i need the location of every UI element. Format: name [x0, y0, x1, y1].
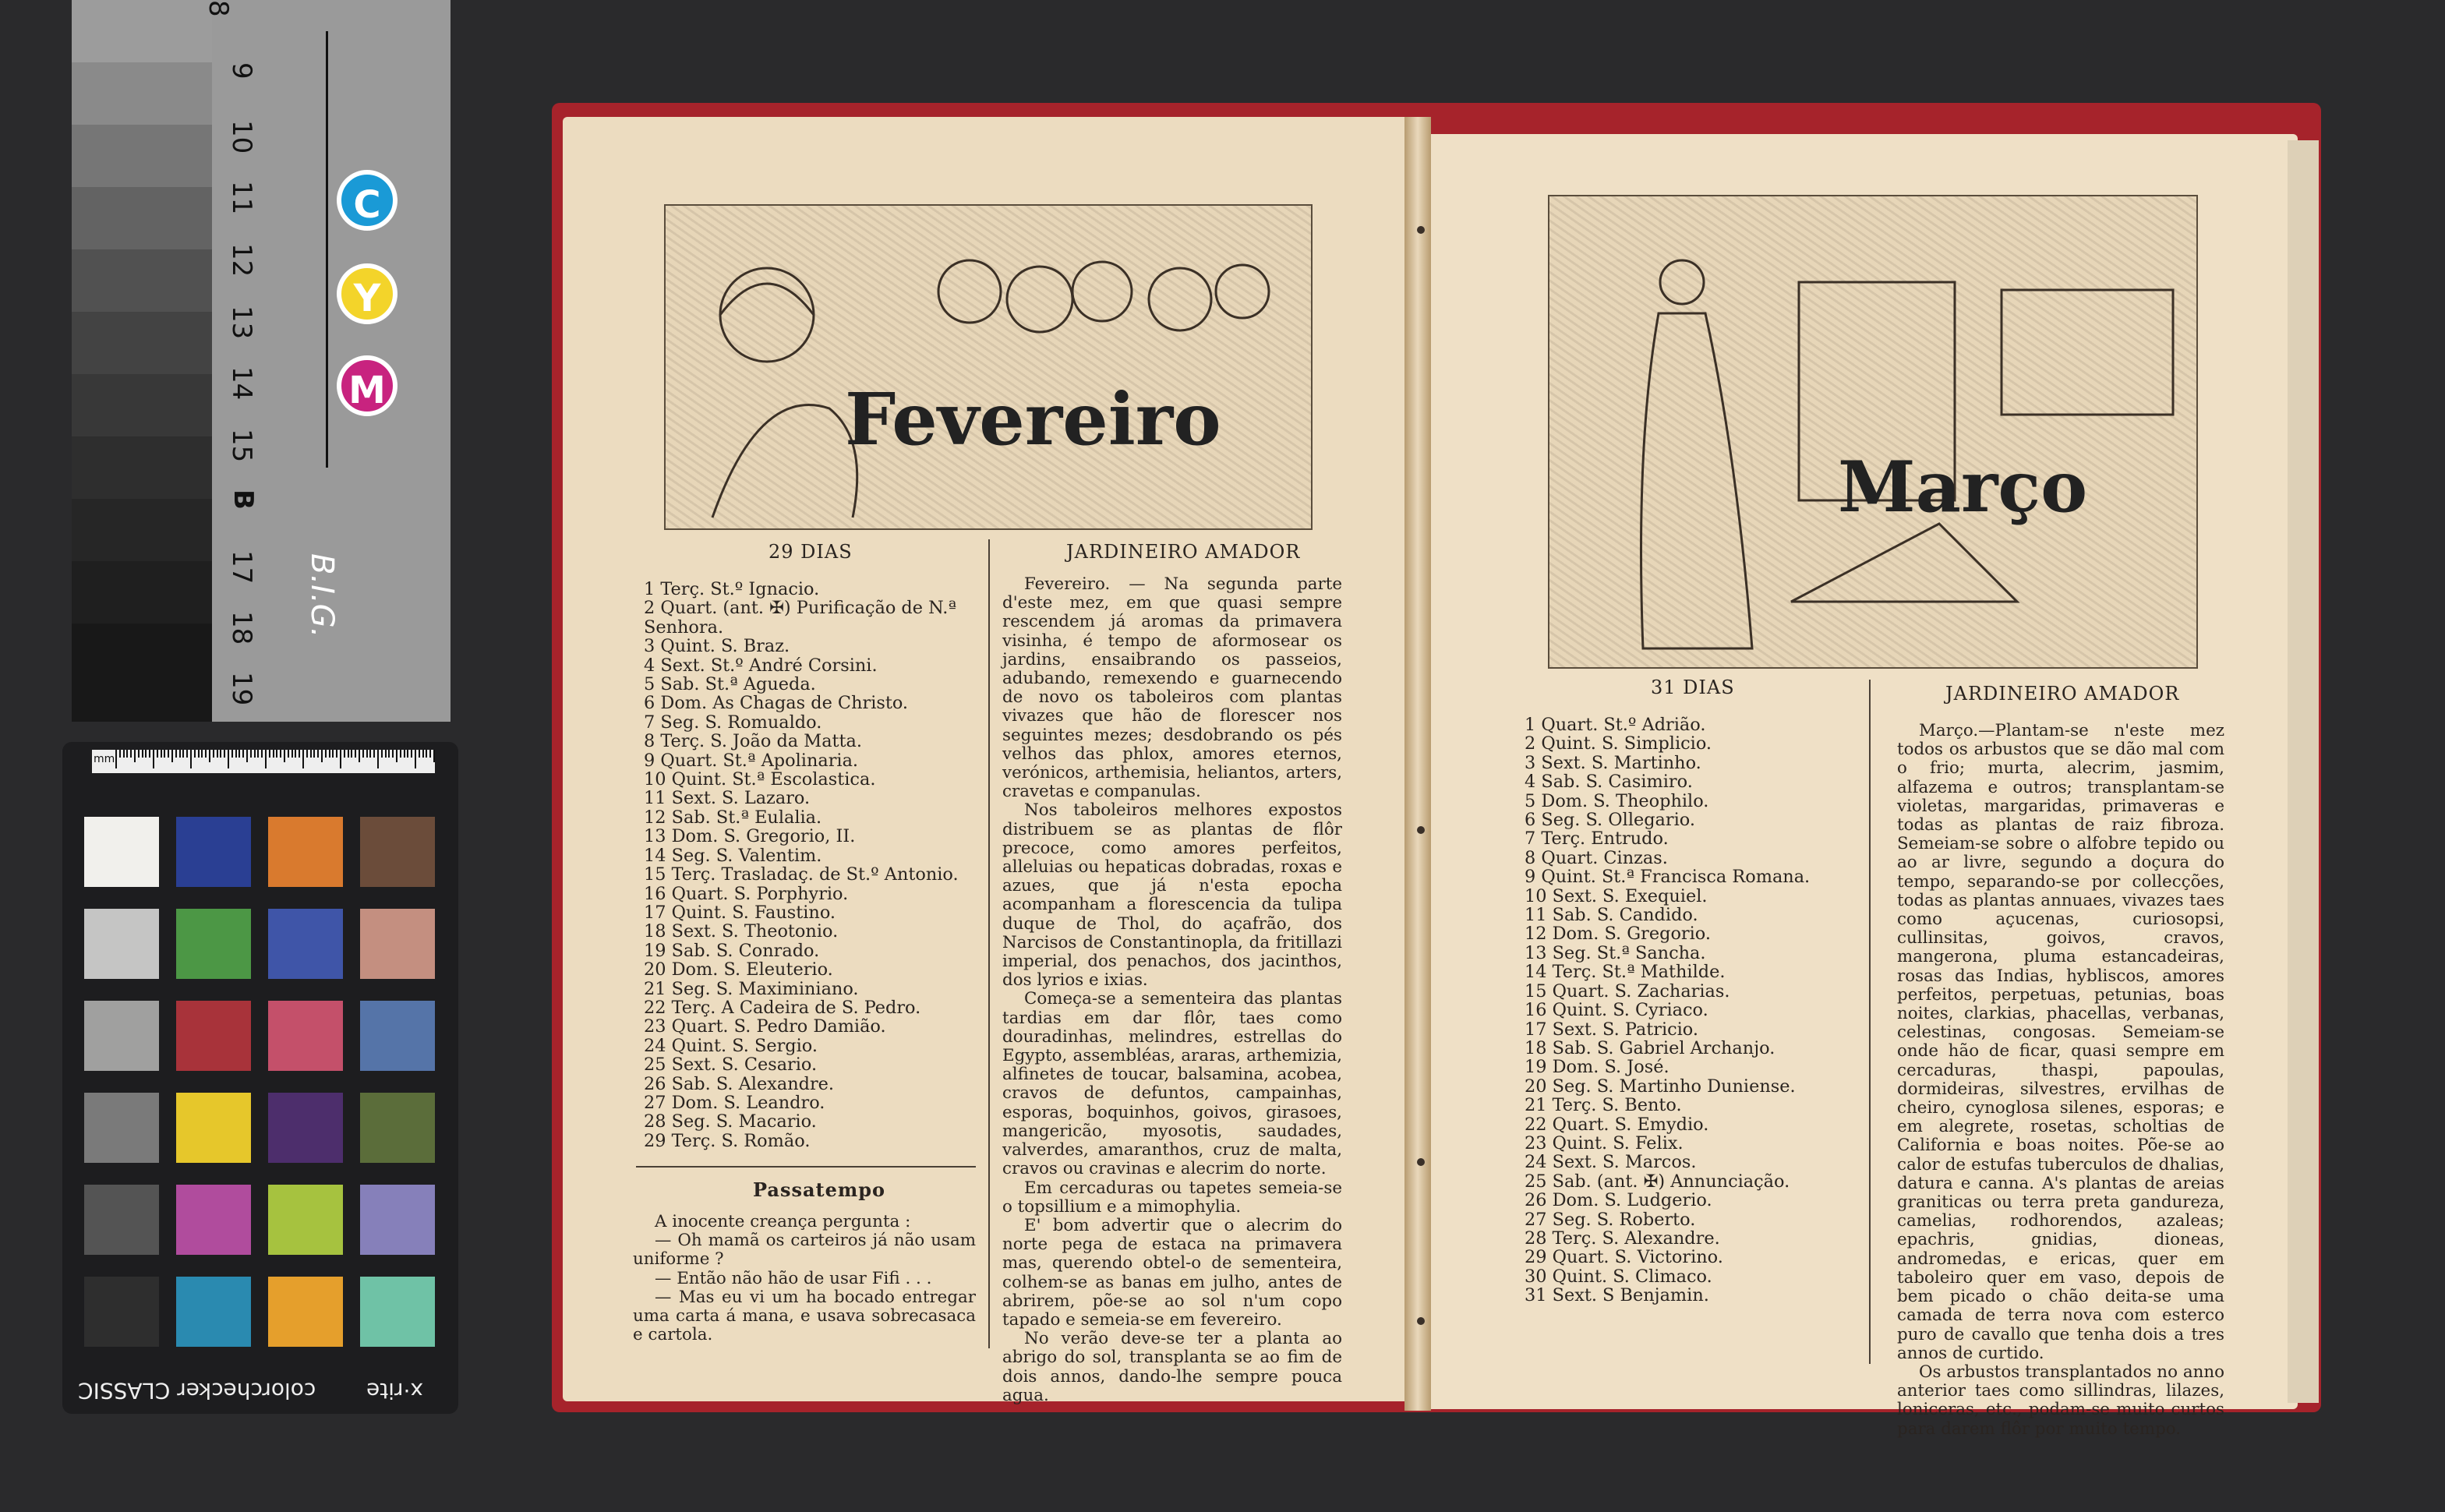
gardener-woman-illustration — [1548, 195, 2198, 669]
calendar-day-entry: 22 Quart. S. Emydio. — [1525, 1114, 1709, 1135]
calendar-day-entry: 22 Terç. A Cadeira de S. Pedro. — [644, 997, 921, 1018]
ruler-tick — [355, 750, 356, 758]
scale-number: 18 — [226, 611, 257, 645]
calendar-day-entry: 14 Terç. St.ª Mathilde. — [1525, 962, 1726, 983]
color-patch — [360, 1277, 435, 1347]
calendar-day-entry: 18 Sext. S. Theotonio. — [644, 921, 839, 942]
calendar-day-entry: 13 Seg. St.ª Sancha. — [1525, 942, 1706, 963]
scale-number: 12 — [226, 243, 257, 277]
calendar-day-entry: 29 Terç. S. Romão. — [644, 1130, 811, 1151]
paragraph: — Mas eu vi um ha bocado entregar uma carta á mana, e usava sobrecasaca e cartola. — [633, 1287, 976, 1345]
scale-number: 15 — [226, 429, 257, 463]
ruler-tick — [366, 750, 368, 758]
calendar-day-entry: 9 Quart. St.ª Apolinaria. — [644, 750, 859, 771]
calendar-day-entry: 1 Quart. St.º Adrião. — [1525, 715, 1706, 735]
ruler-tick — [381, 750, 383, 758]
calendar-day-entry: 20 Seg. S. Martinho Duniense. — [1525, 1076, 1796, 1097]
ruler-tick — [280, 750, 281, 758]
ruler-tick — [359, 750, 360, 762]
carnival-illustration — [664, 204, 1313, 530]
calendar-day-entry: Senhora. — [644, 616, 724, 638]
calendar-day-entry: 14 Seg. S. Valentim. — [644, 845, 822, 866]
ruler-tick — [400, 750, 401, 758]
color-patch — [84, 1185, 159, 1255]
scale-number: 11 — [226, 181, 257, 215]
calendar-day-entry: 12 Dom. S. Gregorio. — [1525, 924, 1712, 945]
ruler-tick — [198, 750, 200, 758]
calendar-day-entry: 25 Sab. (ant. ✠) Annunciação. — [1525, 1171, 1790, 1192]
calendar-day-entry: 10 Sext. S. Exequiel. — [1525, 885, 1708, 906]
ruler-tick — [138, 750, 140, 758]
ruler-tick — [157, 750, 158, 758]
march-garden-text — [1897, 722, 2224, 1439]
calendar-day-entry: 9 Quint. St.ª Francisca Romana. — [1525, 867, 1811, 888]
calendar-day-entry: 23 Quart. S. Pedro Damião. — [644, 1016, 886, 1037]
ruler-tick — [261, 750, 263, 758]
color-patch — [360, 1001, 435, 1071]
calendar-day-entry: 13 Dom. S. Gregorio, II. — [644, 826, 856, 847]
ruler-tick — [351, 750, 352, 758]
calendar-day-entry: 17 Quint. S. Faustino. — [644, 902, 836, 923]
calendar-day-entry: 25 Sext. S. Cesario. — [644, 1055, 818, 1076]
ruler-tick — [284, 750, 285, 762]
calendar-day-entry: 18 Sab. S. Gabriel Archanjo. — [1525, 1037, 1775, 1058]
ruler-tick — [145, 750, 147, 758]
calendar-day-entry: 28 Terç. S. Alexandre. — [1525, 1228, 1720, 1249]
march-day-list — [1525, 715, 1860, 1305]
calendar-day-entry: 15 Terç. Trasladaç. de St.º Antonio. — [644, 864, 959, 885]
ruler-tick — [336, 750, 337, 758]
color-patch — [360, 909, 435, 979]
pastime-heading: Passatempo — [753, 1178, 886, 1201]
february-garden-text — [1002, 575, 1342, 1405]
page-edges — [2288, 140, 2319, 1403]
product-name: colorchecker CLASSIC — [78, 1378, 316, 1404]
calendar-day-entry: 11 Sab. S. Candido. — [1525, 905, 1698, 926]
calendar-day-entry: 16 Quint. S. Cyriaco. — [1525, 1000, 1708, 1021]
paragraph: Fevereiro. — Na segunda parte d'este mez, em que quasi sempre rescendem já aromas da primavera visinha, é tempo de aformosear os jardins, ensaibrando os passeios, adubando, remexendo e guarnecendo de novo os taboleiros com plantas vivazes que hão de florescer nos seguintes mezes; desdobrando os pés velhos das phlox, amores eternos, verónicos, arthemisia, heliantos, arters, cravetas e companulas. — [1002, 574, 1342, 802]
ruler-tick — [149, 750, 150, 758]
paragraph: — Oh mamã os carteiros já não usam uniforme ? — [633, 1231, 976, 1270]
paragraph: Março.—Plantam-se n'este mez todos os arbustos que se dão mal com o frio; murta, alecrim, jasmim, alfazema e outros; transplantam-se violetas, margaridas, primaveras e todas as plantas de raiz fibroza. Semeiam-se sobre o alfobre tepido ou ao ar livre, segundo a doçura do tempo, separando-se por collecções, todas as plantas annuaes, vivazes taes como açucenas, curiosopsi, cullinsitas, goivos, cravos, mangerona, pluma estancadeiras, rosas das Indias, hybliscos, amores perfeitos, perpetuas, petunias, boas noites, clarkias, phacellas, verbanas, celestinas, congosas. Semeiam-se onde hão de ficar, quasi sempre em cercaduras, thaspi, papoulas, dormideiras, silvestres, ervilhas de cheiro, cynoglosa silenes, esporas; e em alegrete, rosetas, scholtias de California e boas noites. Põe-se ao calor de estufas tuberculos de dhalias, datura e canna. A's plantas de areias graniticas ou terra preta gandureza, camelias, rodhorendos, azaleas; epachris, gnidias, dioneas, andromedas, e ericas, quer em taboleiro quer em vaso, depois de bem picado o chão deita-se uma camada de terra nova com esterco puro de cavallo que tenha dois a tres annos de curtido. — [1897, 721, 2224, 1363]
mm-ruler — [92, 750, 435, 773]
calendar-day-entry: 23 Quint. S. Felix. — [1525, 1132, 1684, 1153]
paragraph: A inocente creança pergunta : — [655, 1212, 911, 1231]
ruler-tick — [217, 750, 218, 758]
ruler-tick — [325, 750, 327, 758]
ruler-tick — [422, 750, 424, 758]
scale-number: 19 — [226, 672, 257, 706]
calendar-day-entry: 8 Terç. S. João da Matta. — [644, 731, 863, 752]
ruler-tick — [123, 750, 125, 758]
ruler-tick — [175, 750, 177, 758]
ruler-tick — [257, 750, 259, 758]
calendar-day-entry: 15 Quart. S. Zacharias. — [1525, 980, 1730, 1002]
garden-heading: JARDINEIRO AMADOR — [1066, 541, 1301, 563]
scale-number: 13 — [226, 306, 257, 340]
ruler-tick — [411, 750, 412, 758]
ruler-tick — [310, 750, 312, 758]
calendar-day-entry: 24 Sext. S. Marcos. — [1525, 1152, 1697, 1173]
ruler-tick — [213, 750, 214, 758]
scale-number: 17 — [226, 550, 257, 585]
ruler-tick — [134, 750, 136, 762]
color-patch — [84, 1277, 159, 1347]
calendar-day-entry: 26 Dom. S. Ludgerio. — [1525, 1190, 1712, 1211]
calendar-day-entry: 12 Sab. St.ª Eulalia. — [644, 807, 822, 828]
brand-logo: x·rite — [366, 1378, 423, 1404]
ruler-tick — [254, 750, 256, 758]
ruler-tick — [130, 750, 132, 758]
calendar-day-entry: 28 Seg. S. Macario. — [644, 1111, 817, 1132]
ruler-tick — [115, 750, 117, 768]
ruler-tick — [231, 750, 233, 758]
ruler-tick — [194, 750, 196, 758]
ruler-tick — [220, 750, 221, 758]
ruler-tick — [186, 750, 188, 758]
calendar-day-entry: 27 Seg. S. Roberto. — [1525, 1209, 1696, 1230]
ruler-tick — [201, 750, 203, 758]
ruler-tick — [369, 750, 371, 758]
ruler-tick — [171, 750, 173, 762]
ruler-tick — [306, 750, 308, 758]
paragraph: No verão deve-se ter a planta ao abrigo do sol, transplanta se ao fim de dois annos, dando-lhe sempre pouca agua. — [1002, 1329, 1342, 1405]
ruler-tick — [407, 750, 408, 758]
color-patch — [176, 817, 251, 887]
ruler-tick — [429, 750, 431, 758]
ruler-tick — [373, 750, 375, 758]
ruler-tick — [265, 750, 267, 768]
ruler-tick — [426, 750, 427, 758]
calendar-day-entry: 26 Sab. S. Alexandre. — [644, 1073, 835, 1094]
scale-number: 8 — [203, 0, 234, 17]
ruler-tick — [205, 750, 207, 758]
ruler-tick — [168, 750, 169, 758]
ruler-tick — [415, 750, 416, 768]
calendar-day-entry: 21 Terç. S. Bento. — [1525, 1095, 1682, 1116]
calendar-day-entry: 3 Quint. S. Braz. — [644, 636, 790, 657]
calendar-day-entry: 7 Seg. S. Romualdo. — [644, 712, 822, 733]
calendar-day-entry: 2 Quart. (ant. ✠) Purificação de N.ª — [644, 598, 957, 619]
calendar-day-entry: 31 Sext. S Benjamin. — [1525, 1285, 1709, 1306]
paragraph: Os arbustos transplantados no anno anterior taes como sillindras, lilazes, loniceras, etc., podam-se muito curtos para darem flôr por muito tempo. — [1897, 1362, 2224, 1439]
calendar-day-entry: 4 Sext. St.º André Corsini. — [644, 655, 878, 676]
color-patch — [176, 1277, 251, 1347]
days-heading: 29 DIAS — [768, 541, 853, 563]
color-patch — [84, 1093, 159, 1163]
calendar-day-entry: 7 Terç. Entrudo. — [1525, 828, 1669, 850]
calendar-day-entry: 30 Quint. S. Climaco. — [1525, 1266, 1712, 1287]
ruler-tick — [329, 750, 330, 758]
column-divider — [988, 539, 990, 1348]
calendar-day-entry: 8 Quart. Cinzas. — [1525, 847, 1668, 868]
month-title-february: Fevereiro — [845, 377, 1221, 461]
ruler-tick — [348, 750, 349, 758]
calendar-day-entry: 21 Seg. S. Maximiniano. — [644, 978, 859, 999]
binding-stitch — [1417, 1317, 1425, 1325]
ruler-tick — [126, 750, 128, 758]
grayscale-strip — [72, 0, 212, 722]
calendar-day-entry: 2 Quint. S. Simplicio. — [1525, 733, 1712, 754]
color-patch — [360, 1185, 435, 1255]
scale-number: 10 — [226, 120, 257, 154]
ruler-tick — [235, 750, 237, 758]
ruler-tick — [291, 750, 293, 758]
color-patch — [268, 909, 343, 979]
calendar-day-entry: 3 Sext. S. Martinho. — [1525, 752, 1701, 773]
color-patch — [84, 1001, 159, 1071]
ruler-tick — [224, 750, 225, 758]
color-patch — [176, 1093, 251, 1163]
color-patch — [268, 817, 343, 887]
ruler-tick — [344, 750, 345, 758]
ruler-tick — [288, 750, 289, 758]
garden-heading: JARDINEIRO AMADOR — [1945, 683, 2180, 705]
ruler-tick — [362, 750, 364, 758]
calendar-day-entry: 1 Terç. St.º Ignacio. — [644, 579, 820, 599]
calendar-day-entry: 17 Sext. S. Patricio. — [1525, 1019, 1699, 1040]
ruler-tick — [182, 750, 184, 758]
paragraph: — Então não hão de usar Fifi . . . — [655, 1268, 932, 1288]
paragraph: E' bom advertir que o alecrim do norte pega de estaca na primavera mas, querendo obtel-o de sementeira, colhem-se as banas em julho, antes de abrirem, põe-se ao sol n'um copo tapado e semeia-se em fevereiro. — [1002, 1215, 1342, 1330]
calendar-day-entry: 29 Quart. S. Victorino. — [1525, 1247, 1723, 1268]
ruler-tick — [392, 750, 394, 758]
ruler-tick — [385, 750, 387, 758]
calendar-day-entry: 6 Seg. S. Ollegario. — [1525, 810, 1695, 831]
calendar-day-entry: 11 Sext. S. Lazaro. — [644, 788, 811, 809]
scale-number: 9 — [226, 62, 257, 79]
color-patch — [268, 1185, 343, 1255]
calendar-day-entry: 5 Sab. St.ª Agueda. — [644, 674, 816, 695]
ruler-tick — [388, 750, 390, 758]
paragraph: Nos taboleiros melhores expostos distribuem se as plantas de flôr precoce, como amores perfeitos, alleluias ou hepaticas dobradas, roxas e azues, que já n'esta epocha acompanham a florescencia da tulipa duque de Thol, do açafrão, dos Narcisos de Constantinopla, da fritillazi imperial, dos penachos, dos jacinthos, dos lyrios e ixias. — [1002, 800, 1342, 991]
ruler-tick — [164, 750, 165, 758]
ruler-tick — [332, 750, 334, 758]
pastime-text — [633, 1213, 976, 1344]
color-patch — [268, 1001, 343, 1071]
ruler-tick — [276, 750, 277, 758]
paragraph: Em cercaduras ou tapetes semeia-se o topsillium e a mimophylia. — [1002, 1178, 1342, 1217]
ruler-tick — [246, 750, 248, 762]
calendar-day-entry: 6 Dom. As Chagas de Christo. — [644, 693, 909, 714]
book-gutter — [1404, 117, 1431, 1411]
ruler-unit: mm — [94, 753, 115, 765]
color-patch — [268, 1277, 343, 1347]
ruler-tick — [242, 750, 244, 758]
color-patch — [176, 1001, 251, 1071]
ruler-tick — [142, 750, 143, 758]
ruler-tick — [161, 750, 162, 758]
ruler-tick — [419, 750, 420, 758]
color-patch — [360, 817, 435, 887]
ruler-tick — [396, 750, 397, 762]
days-heading: 31 DIAS — [1651, 677, 1735, 698]
calendar-day-entry: 5 Dom. S. Theophilo. — [1525, 790, 1709, 811]
ruler-tick — [299, 750, 300, 758]
february-day-list — [644, 580, 979, 1150]
calendar-day-entry: 27 Dom. S. Leandro. — [644, 1092, 825, 1113]
yellow-target-icon: Y — [337, 263, 397, 324]
binding-stitch — [1417, 1158, 1425, 1166]
calendar-day-entry: 10 Quint. St.ª Escolastica. — [644, 769, 876, 790]
scale-label: B.I.G. — [304, 553, 340, 638]
calendar-day-entry: 19 Sab. S. Conrado. — [644, 940, 820, 961]
color-patch — [176, 909, 251, 979]
ruler-tick — [273, 750, 274, 758]
ruler-tick — [190, 750, 192, 768]
ruler-tick — [238, 750, 240, 758]
color-patch — [84, 909, 159, 979]
ruler-tick — [209, 750, 210, 762]
paragraph: Começa-se a sementeira das plantas tardias em dar flôr, taes como douradinhas, melindres, estrellas do Egypto, assembléas, araras, arthemizia, alfinetes de toucar, balsamina, acobea, cravos de defuntos, campainhas, esporas, boquinhos, goivos, girasoes, mangericão, myosotis, saudades, valverdes, amaranthos, cruz de malta, cravos ou cravinas e alecrim do norte. — [1002, 989, 1342, 1179]
color-patch — [268, 1093, 343, 1163]
calendar-day-entry: 19 Dom. S. José. — [1525, 1057, 1669, 1078]
month-title-march: Março — [1838, 446, 2088, 528]
scale-number: B — [228, 489, 259, 510]
magenta-target-icon: M — [337, 355, 397, 416]
ruler-tick — [317, 750, 319, 758]
calendar-day-entry: 20 Dom. S. Eleuterio. — [644, 959, 833, 980]
ruler-tick — [313, 750, 315, 758]
column-divider — [1869, 680, 1871, 1364]
ruler-tick — [302, 750, 304, 768]
calendar-day-entry: 24 Quint. S. Sergio. — [644, 1035, 818, 1056]
ruler-tick — [404, 750, 405, 758]
ruler-tick — [228, 750, 229, 768]
scale-number: 14 — [226, 366, 257, 401]
ruler-tick — [153, 750, 154, 768]
ruler-tick — [119, 750, 121, 758]
ruler-tick — [377, 750, 379, 768]
color-patch — [84, 817, 159, 887]
color-patch — [360, 1093, 435, 1163]
ruler-tick — [433, 750, 435, 762]
cyan-target-icon: C — [337, 170, 397, 231]
color-patch — [176, 1185, 251, 1255]
binding-stitch — [1417, 226, 1425, 234]
binding-stitch — [1417, 826, 1425, 834]
ruler-tick — [269, 750, 270, 758]
ruler-tick — [321, 750, 323, 762]
section-divider — [636, 1166, 976, 1168]
ruler-tick — [250, 750, 252, 758]
calendar-day-entry: 4 Sab. S. Casimiro. — [1525, 772, 1693, 793]
calendar-day-entry: 16 Quart. S. Porphyrio. — [644, 883, 849, 904]
ruler-tick — [295, 750, 296, 758]
scale-vertical-line — [326, 31, 328, 468]
ruler-tick — [340, 750, 341, 768]
ruler-tick — [179, 750, 181, 758]
